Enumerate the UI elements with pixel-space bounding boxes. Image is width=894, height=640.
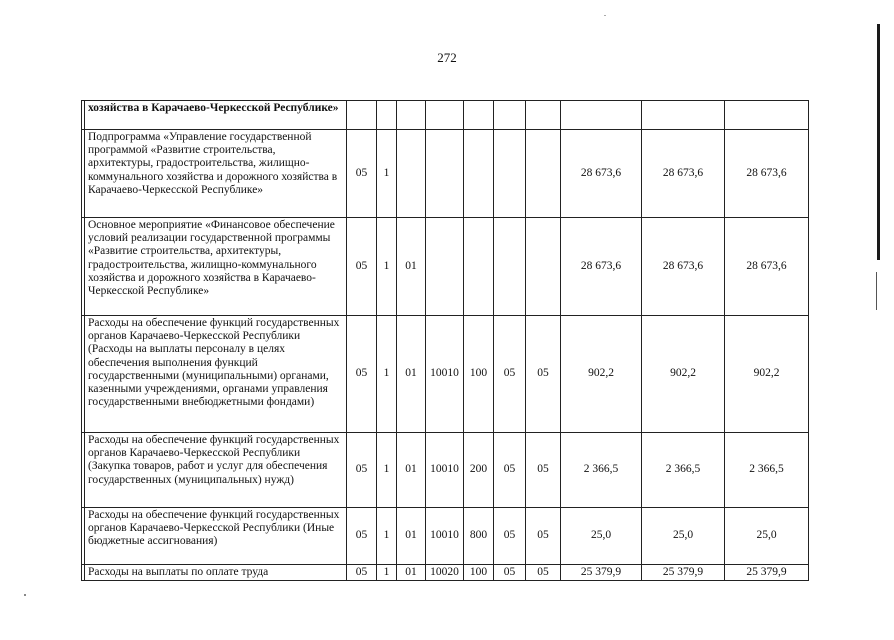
program-cell: 1 (377, 130, 397, 218)
item-name-cell: хозяйства в Карачаево-Черкесской Республике» (85, 101, 347, 130)
expense-code-cell (426, 101, 464, 130)
subprogram-cell: 01 (397, 316, 426, 433)
item-name-cell: Основное мероприятие «Финансовое обеспечение условий реализации государственной программы «Развитие строительства, архитектуры, градостроительства, жилищно-коммунального хозяйства и дорожного хозяйства в Карачаево-Черкесской Республике» (85, 218, 347, 316)
amount-year2-cell (642, 101, 725, 130)
amount-year1-cell: 28 673,6 (561, 218, 642, 316)
amount-year3-cell: 2 366,5 (725, 433, 809, 508)
program-cell: 1 (377, 316, 397, 433)
amount-year1-cell: 25 379,9 (561, 565, 642, 581)
subprogram-cell (397, 101, 426, 130)
expense-type-cell (464, 130, 494, 218)
division-cell: 05 (494, 316, 526, 433)
table-row (82, 316, 809, 433)
expense-code-cell (426, 130, 464, 218)
amount-year1-cell: 28 673,6 (561, 130, 642, 218)
table-row (82, 101, 809, 130)
subdivision-cell: 05 (526, 565, 561, 581)
amount-year2-cell: 28 673,6 (642, 218, 725, 316)
table-row (82, 218, 809, 316)
subprogram-cell (397, 130, 426, 218)
program-cell: 1 (377, 508, 397, 565)
division-cell (494, 101, 526, 130)
subdivision-cell: 05 (526, 433, 561, 508)
amount-year1-cell: 2 366,5 (561, 433, 642, 508)
amount-year3-cell: 28 673,6 (725, 130, 809, 218)
section-cell: 05 (347, 316, 377, 433)
division-cell: 05 (494, 433, 526, 508)
division-cell (494, 218, 526, 316)
scan-edge-mark (877, 24, 880, 260)
subdivision-cell (526, 218, 561, 316)
division-cell: 05 (494, 508, 526, 565)
section-cell: 05 (347, 508, 377, 565)
amount-year3-cell: 25 379,9 (725, 565, 809, 581)
subdivision-cell (526, 101, 561, 130)
section-cell: 05 (347, 130, 377, 218)
amount-year2-cell: 2 366,5 (642, 433, 725, 508)
expense-type-cell: 800 (464, 508, 494, 565)
subprogram-cell: 01 (397, 508, 426, 565)
expense-code-cell: 10010 (426, 316, 464, 433)
item-name-cell: Подпрограмма «Управление государственной программой «Развитие строительства, архитектуры, градостроительства, жилищно-коммунального хозяйства и дорожного хозяйства в Карачаево-Черкесской Республике» (85, 130, 347, 218)
subprogram-cell: 01 (397, 565, 426, 581)
item-name-cell: Расходы на обеспечение функций государственных органов Карачаево-Черкесской Республики (Расходы на выплаты персоналу в целях обеспечения выполнения функций государственными (муниципальными) органами, казенными учреждениями, органами управления государственными внебюджетными фондами) (85, 316, 347, 433)
table-row (82, 433, 809, 508)
subdivision-cell: 05 (526, 508, 561, 565)
amount-year1-cell (561, 101, 642, 130)
item-name-cell: Расходы на обеспечение функций государственных органов Карачаево-Черкесской Республики (Закупка товаров, работ и услуг для обеспечения государственных (муниципальных) нужд) (85, 433, 347, 508)
table-row (82, 565, 809, 581)
expense-code-cell: 10010 (426, 508, 464, 565)
section-cell: 05 (347, 218, 377, 316)
amount-year3-cell: 25,0 (725, 508, 809, 565)
expense-type-cell: 100 (464, 565, 494, 581)
program-cell (377, 101, 397, 130)
program-cell: 1 (377, 433, 397, 508)
table-row (82, 508, 809, 565)
amount-year3-cell: 902,2 (725, 316, 809, 433)
amount-year1-cell: 25,0 (561, 508, 642, 565)
expense-type-cell: 200 (464, 433, 494, 508)
subprogram-cell: 01 (397, 218, 426, 316)
subdivision-cell (526, 130, 561, 218)
amount-year2-cell: 25 379,9 (642, 565, 725, 581)
section-cell: 05 (347, 433, 377, 508)
amount-year2-cell: 28 673,6 (642, 130, 725, 218)
program-cell: 1 (377, 565, 397, 581)
section-cell (347, 101, 377, 130)
scan-speck-top (604, 15, 606, 16)
amount-year3-cell (725, 101, 809, 130)
division-cell: 05 (494, 565, 526, 581)
item-name-cell: Расходы на выплаты по оплате труда (85, 565, 347, 581)
scan-edge-mark-thin (876, 272, 877, 310)
page-number: 272 (437, 50, 457, 65)
item-name-cell: Расходы на обеспечение функций государственных органов Карачаево-Черкесской Республики (Иные бюджетные ассигнования) (85, 508, 347, 565)
expense-code-cell: 10010 (426, 433, 464, 508)
table-row (82, 130, 809, 218)
amount-year1-cell: 902,2 (561, 316, 642, 433)
subprogram-cell: 01 (397, 433, 426, 508)
division-cell (494, 130, 526, 218)
subdivision-cell: 05 (526, 316, 561, 433)
amount-year3-cell: 28 673,6 (725, 218, 809, 316)
budget-table (81, 100, 809, 581)
scan-speck (24, 594, 26, 596)
expense-type-cell: 100 (464, 316, 494, 433)
expense-type-cell (464, 218, 494, 316)
expense-code-cell: 10020 (426, 565, 464, 581)
expense-type-cell (464, 101, 494, 130)
amount-year2-cell: 902,2 (642, 316, 725, 433)
section-cell: 05 (347, 565, 377, 581)
amount-year2-cell: 25,0 (642, 508, 725, 565)
expense-code-cell (426, 218, 464, 316)
program-cell: 1 (377, 218, 397, 316)
